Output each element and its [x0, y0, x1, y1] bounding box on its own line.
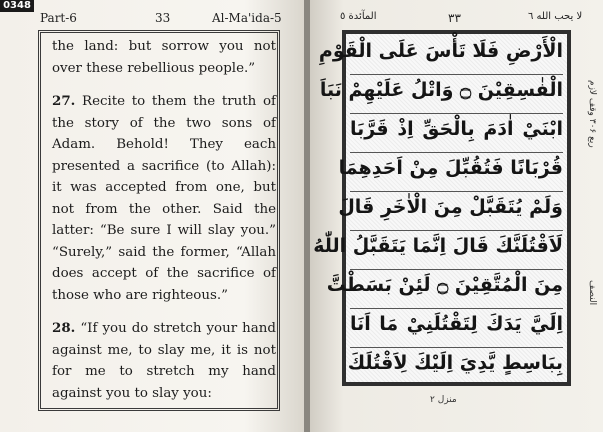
- verse-27: [52, 91, 276, 306]
- arabic-line: اِلَيَّ يَدَكَ لِتَقْتُلَنِيْ مَا اَنَا: [350, 313, 563, 335]
- manzil-footer: منزل ٢: [430, 395, 457, 405]
- verse-text: “If you do stretch your hand against me, to slay me, it is not for me to stretch my hand against you to slay you:: [52, 321, 276, 401]
- image-id-badge: 0348: [0, 0, 34, 12]
- arabic-line: ابْنَيْ اٰدَمَ بِالْحَقِّ اِذْ قَرَّبَا: [350, 118, 563, 140]
- header-surah: Al-Ma'ida-5: [212, 11, 282, 25]
- margin-note-top: ربع ۳۰۶ وقف لازم: [587, 80, 597, 148]
- arabic-line: الْفٰسِقِيْنَ ۝ وَاتْلُ عَلَيْهِمْ نَبَاَ: [319, 79, 563, 101]
- arabic-line: وَلَمْ يُتَقَبَّلْ مِنَ الْاٰخَرِ قَالَ: [338, 196, 563, 218]
- arabic-line: لَاَقْتُلَنَّكَ قَالَ اِنَّمَا يَتَقَبَّلُ اللّٰهُ: [313, 235, 563, 257]
- arabic-line: قُرْبَانًا فَتُقُبِّلَ مِنْ اَحَدِهِمَا: [338, 157, 563, 179]
- paragraph-continuation: the land: but sorrow you not over these rebellious people.”: [52, 39, 276, 76]
- verse-number: 27.: [52, 93, 76, 109]
- header-surah-arabic: المآئدة ٥: [340, 11, 377, 22]
- verse-28: [52, 318, 276, 404]
- margin-note-bottom: النصف: [587, 280, 597, 306]
- header-page-number: 33: [155, 11, 171, 25]
- arabic-line: الْأَرْضِ فَلَا تَأْسَ عَلَى الْقَوْمِ: [318, 40, 563, 62]
- header-part: Part-6: [40, 11, 77, 25]
- arabic-line: مِنَ الْمُتَّقِيْنَ ۝ لَئِنْ بَسَطْتَّ: [326, 274, 563, 296]
- arabic-line: بِبَاسِطٍ يَّدِيَ اِلَيْكَ لِاَقْتُلَكَ: [347, 352, 563, 374]
- verse-number: 28.: [52, 320, 76, 336]
- verse-text: Recite to them the truth of the story of the two sons of Adam. Behold! They each presented a sacrifice (to Allah): it was accepted from one, but not from the other. Said the latter: “Be sure I will slay you.” “Surely,” said the former, “Allah does accept of the sacrifice of those who are righteous.”: [52, 94, 276, 303]
- book-gutter: [304, 0, 310, 432]
- header-page-number-arabic: ٣٣: [448, 11, 461, 25]
- translation-text: [52, 36, 276, 404]
- header-part-arabic: لا يحب الله ٦: [528, 11, 583, 22]
